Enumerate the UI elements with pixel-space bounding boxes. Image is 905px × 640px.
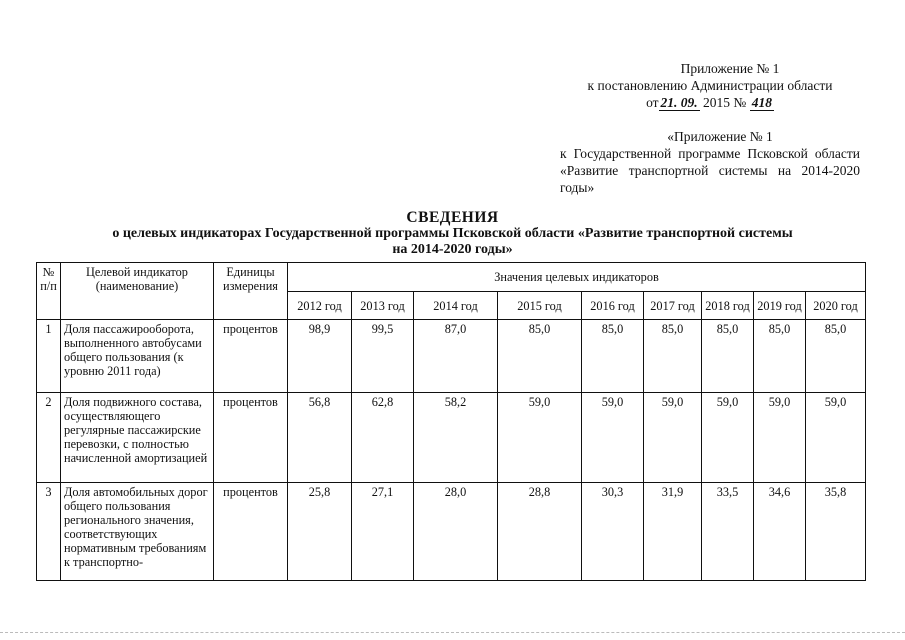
row-value: 59,0 xyxy=(806,393,866,483)
row-value: 31,9 xyxy=(644,483,702,581)
row-num: 3 xyxy=(37,483,61,581)
table-row xyxy=(37,483,866,581)
row-value: 25,8 xyxy=(288,483,352,581)
row-value: 59,0 xyxy=(644,393,702,483)
title-sub2: на 2014-2020 годы» xyxy=(392,242,513,257)
row-value: 28,8 xyxy=(498,483,582,581)
row-num: 2 xyxy=(37,393,61,483)
row-unit: процентов xyxy=(214,393,288,483)
row-indicator-name: Доля подвижного состава, осуществляющего регулярные пассажирские перевозки, с полностью начисленной амортизацией xyxy=(61,393,214,483)
annex-date-prefix: от xyxy=(646,95,659,110)
indicators-table xyxy=(36,262,866,581)
row-unit: процентов xyxy=(214,483,288,581)
row-value: 35,8 xyxy=(806,483,866,581)
row-value: 58,2 xyxy=(414,393,498,483)
row-value: 59,0 xyxy=(582,393,644,483)
annex-year: 2015 № xyxy=(703,95,747,110)
row-num: 1 xyxy=(37,320,61,393)
annex2-header xyxy=(560,128,860,196)
title-sub1: о целевых индикаторах Государственной программы Псковской области «Развитие транспортной системы xyxy=(112,226,793,241)
row-value: 85,0 xyxy=(806,320,866,393)
row-value: 85,0 xyxy=(582,320,644,393)
annex-line1: Приложение № 1 xyxy=(680,61,780,76)
header-year: 2013 год xyxy=(352,292,414,320)
row-value: 99,5 xyxy=(352,320,414,393)
row-value: 62,8 xyxy=(352,393,414,483)
header-year: 2019 год xyxy=(754,292,806,320)
row-value: 85,0 xyxy=(754,320,806,393)
row-indicator-name: Доля автомобильных дорог общего пользования регионального значения, соответствующих нормативным требованиям к транспортно- xyxy=(61,483,214,581)
row-value: 85,0 xyxy=(644,320,702,393)
row-value: 85,0 xyxy=(498,320,582,393)
annex-header xyxy=(560,60,860,111)
row-unit: процентов xyxy=(214,320,288,393)
row-value: 87,0 xyxy=(414,320,498,393)
document-title xyxy=(40,210,865,258)
header-year: 2018 год xyxy=(702,292,754,320)
header-unit: Единицы измерения xyxy=(214,263,288,320)
annex-line2: к постановлению Администрации области xyxy=(587,78,833,93)
row-value: 59,0 xyxy=(498,393,582,483)
header-year: 2012 год xyxy=(288,292,352,320)
header-year: 2017 год xyxy=(644,292,702,320)
row-value: 85,0 xyxy=(702,320,754,393)
header-year: 2016 год xyxy=(582,292,644,320)
table-row xyxy=(37,320,866,393)
table-row xyxy=(37,393,866,483)
row-value: 34,6 xyxy=(754,483,806,581)
header-year: 2014 год xyxy=(414,292,498,320)
row-value: 56,8 xyxy=(288,393,352,483)
header-values: Значения целевых индикаторов xyxy=(288,263,866,292)
row-value: 28,0 xyxy=(414,483,498,581)
title-main: СВЕДЕНИЯ xyxy=(406,209,499,226)
row-value: 59,0 xyxy=(754,393,806,483)
row-value: 59,0 xyxy=(702,393,754,483)
annex2-line1: «Приложение № 1 xyxy=(667,129,773,144)
header-indicator: Целевой индикатор (наименование) xyxy=(61,263,214,320)
row-indicator-name: Доля пассажирооборота, выполненного автобусами общего пользования (к уровню 2011 года) xyxy=(61,320,214,393)
scan-edge xyxy=(0,632,905,633)
row-value: 33,5 xyxy=(702,483,754,581)
handwritten-number: 418 xyxy=(751,95,772,110)
header-year: 2020 год xyxy=(806,292,866,320)
handwritten-date: 21. 09. xyxy=(660,95,698,110)
header-num: № п/п xyxy=(37,263,61,320)
header-year: 2015 год xyxy=(498,292,582,320)
row-value: 27,1 xyxy=(352,483,414,581)
row-value: 98,9 xyxy=(288,320,352,393)
annex2-line2: к Государственной программе Псковской области «Развитие транспортной системы на 2014-2020 годы» xyxy=(560,146,860,195)
table-header-row xyxy=(37,263,866,292)
row-value: 30,3 xyxy=(582,483,644,581)
